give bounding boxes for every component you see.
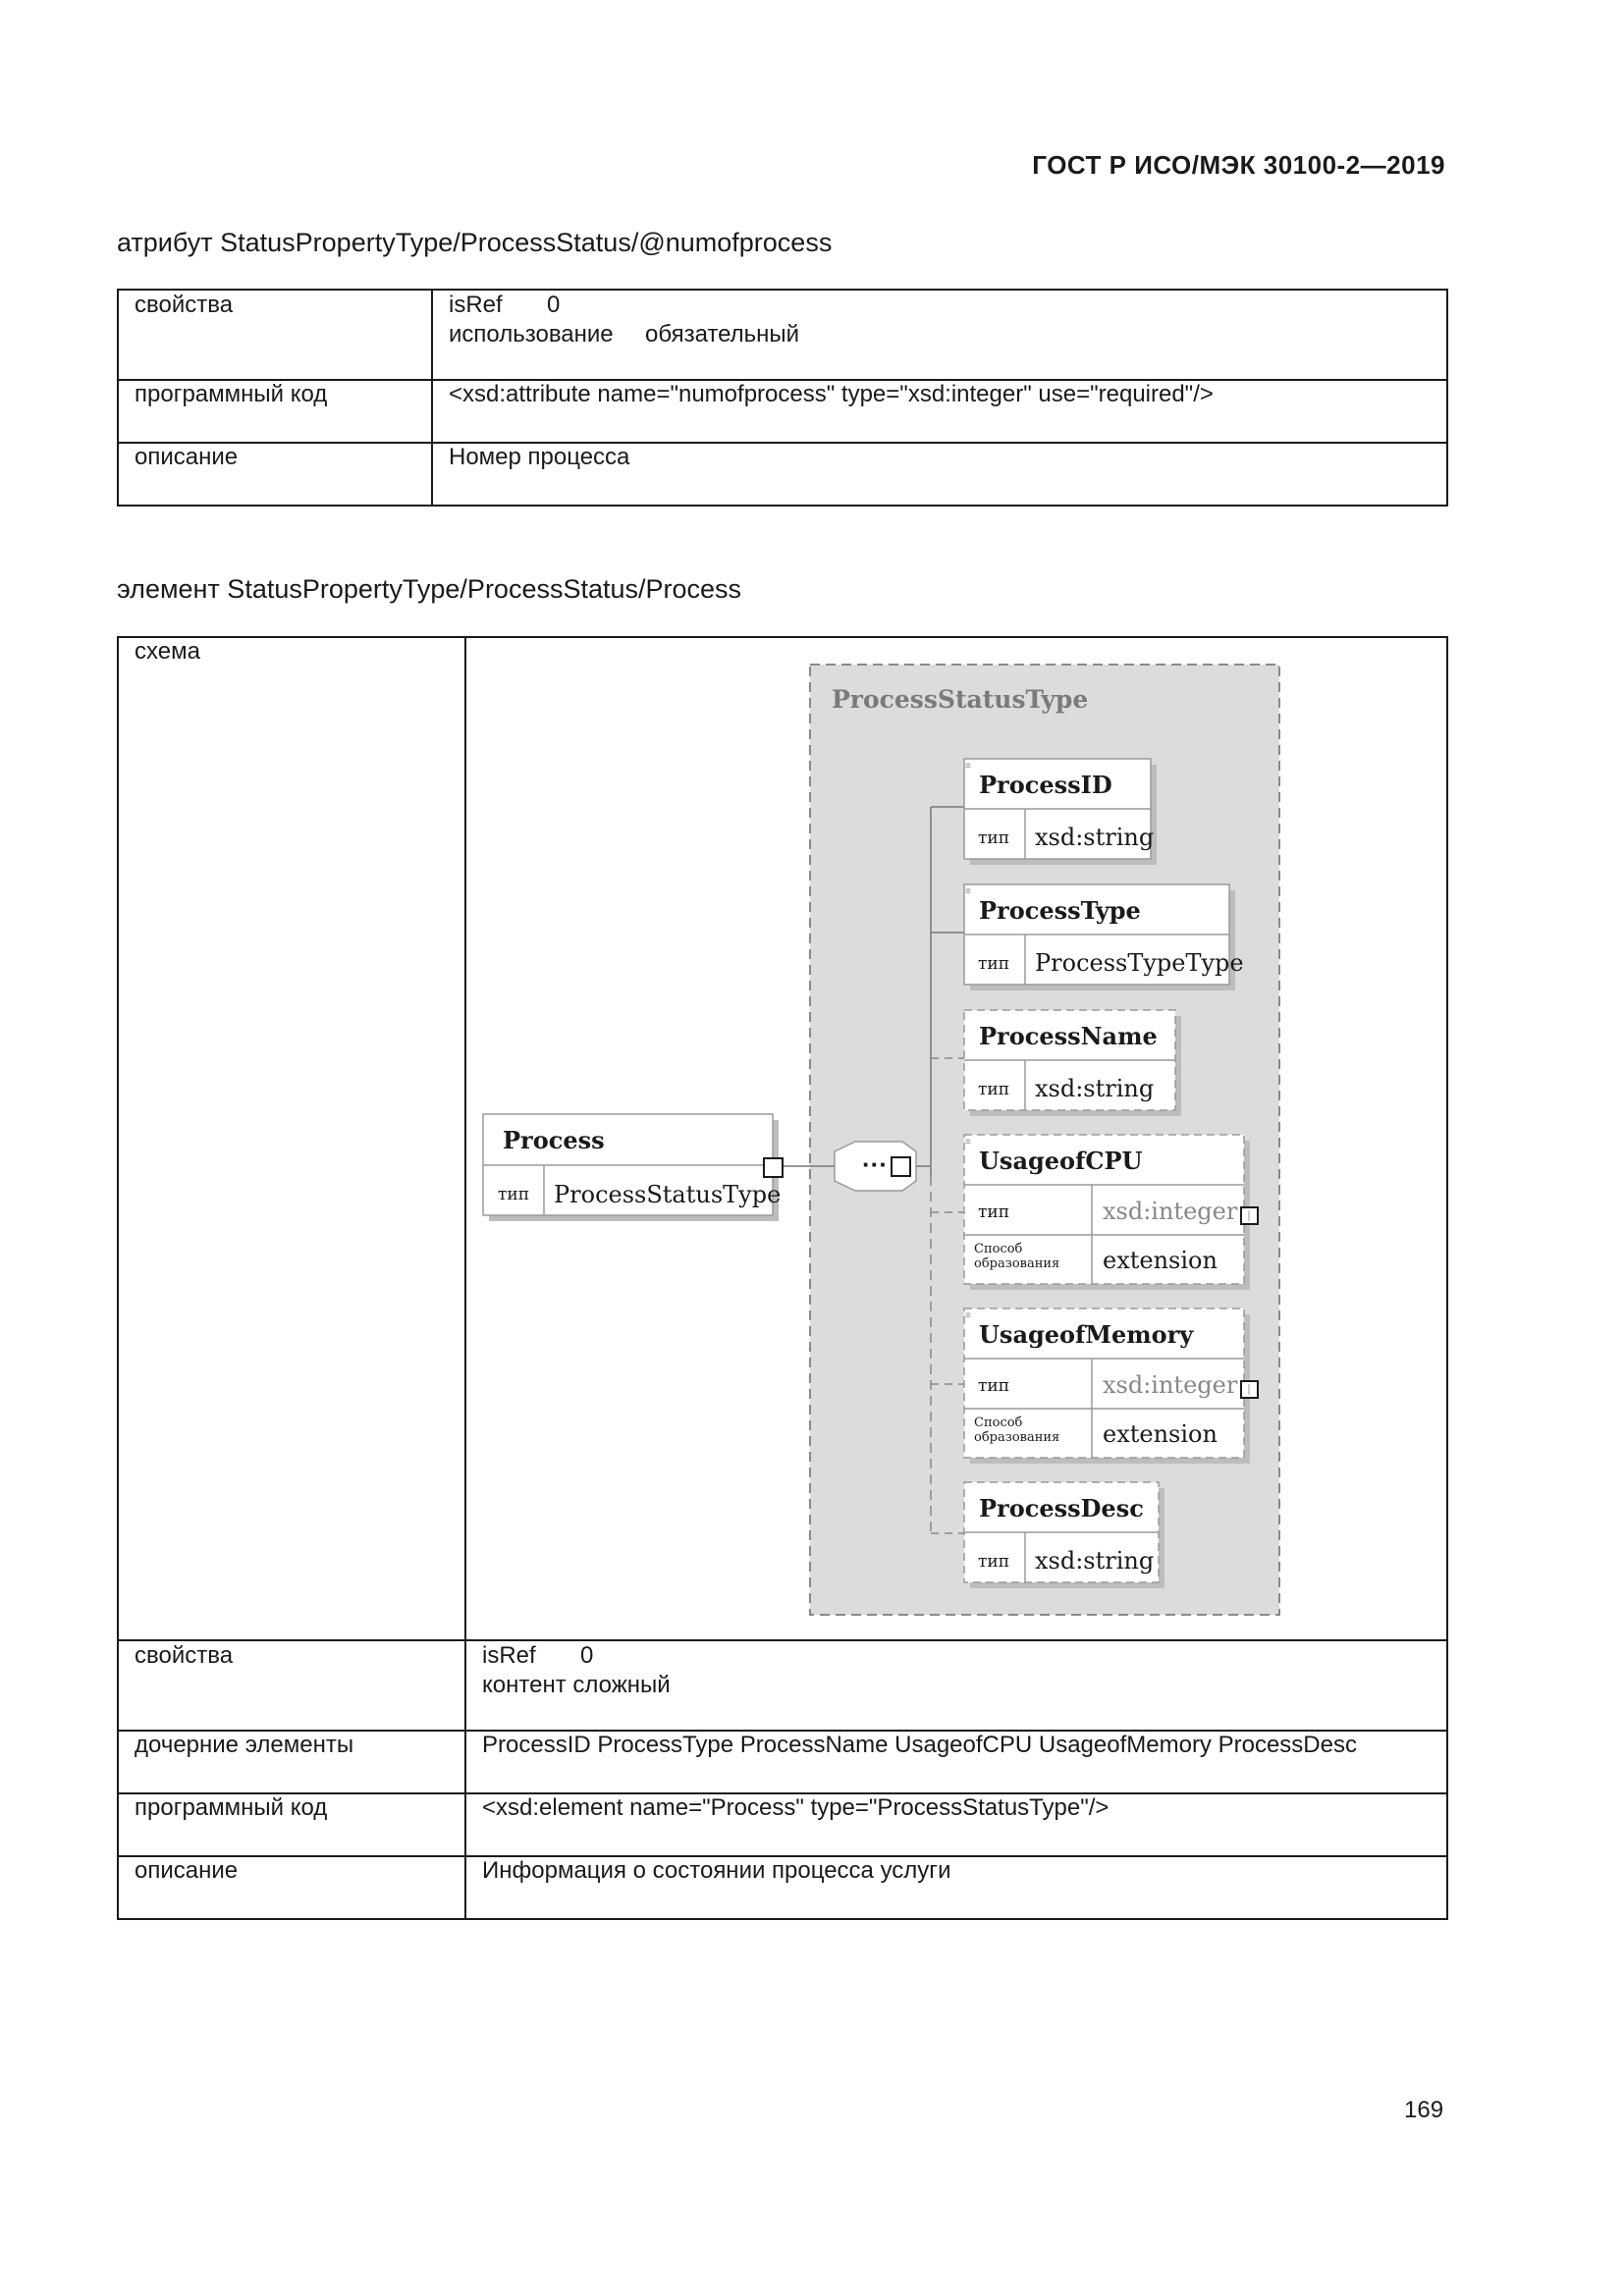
child-element-usageofcpu	[964, 1135, 1258, 1290]
children-value: ProcessID ProcessType ProcessName UsageofCPU UsageofMemory ProcessDesc	[465, 1731, 1447, 1793]
document-header: ГОСТ Р ИСО/МЭК 30100-2—2019	[1032, 150, 1445, 180]
derivation-value: extension	[1103, 1420, 1218, 1448]
element-name: ProcessName	[979, 1022, 1158, 1050]
description-key: описание	[118, 1856, 465, 1919]
content-value: сложный	[572, 1672, 671, 1698]
table-row	[118, 1793, 1447, 1856]
type-label: тип	[978, 1202, 1010, 1222]
isref-label: isRef	[482, 1642, 536, 1669]
description-value: Номер процесса	[432, 443, 1447, 506]
isref-label: isRef	[449, 292, 503, 318]
table-row	[118, 380, 1447, 443]
root-element-name: Process	[503, 1126, 605, 1154]
attribute-spec-table	[117, 289, 1448, 507]
usage-label: использование	[449, 321, 614, 347]
description-key: описание	[118, 443, 432, 506]
table-row	[118, 637, 1447, 1640]
description-value: Информация о состоянии процесса услуги	[465, 1856, 1447, 1919]
element-name: UsageofCPU	[979, 1147, 1143, 1175]
type-label: тип	[978, 954, 1010, 974]
attribute-section-title: атрибут StatusPropertyType/ProcessStatus/@numofprocess	[117, 228, 833, 257]
derivation-label: Способ образования	[974, 1415, 1060, 1445]
table-row	[118, 1731, 1447, 1793]
properties-value	[465, 1640, 1447, 1731]
svg-text:≡: ≡	[965, 1137, 971, 1148]
schema-cell	[465, 637, 1447, 1640]
type-label: тип	[978, 828, 1010, 848]
child-element-usageofmemory	[964, 1308, 1258, 1464]
table-row	[118, 443, 1447, 506]
element-spec-table	[117, 636, 1448, 1920]
root-type-label: тип	[498, 1185, 530, 1204]
code-value: <xsd:attribute name="numofprocess" type="xsd:integer" use="required"/>	[432, 380, 1447, 443]
element-name: ProcessDesc	[979, 1494, 1144, 1522]
child-element-processtype	[964, 884, 1244, 990]
properties-key: свойства	[118, 290, 432, 380]
collapse-toggle[interactable]	[764, 1158, 783, 1177]
isref-value: 0	[580, 1642, 594, 1669]
element-name: UsageofMemory	[979, 1320, 1194, 1349]
children-key: дочерние элементы	[118, 1731, 465, 1793]
schema-key: схема	[118, 637, 465, 1640]
child-element-processid	[964, 759, 1157, 865]
svg-text:≡: ≡	[965, 886, 971, 897]
type-value: ProcessTypeType	[1035, 949, 1244, 977]
type-value: xsd:integer	[1103, 1371, 1238, 1399]
sequence-symbol: ···	[862, 1149, 888, 1179]
schema-diagram	[466, 638, 1448, 1639]
derivation-value: extension	[1103, 1247, 1218, 1274]
code-key: программный код	[118, 380, 432, 443]
svg-text:≡: ≡	[965, 761, 971, 772]
properties-value	[432, 290, 1447, 380]
element-name: ProcessType	[979, 896, 1141, 925]
content-label: контент	[482, 1672, 567, 1698]
usage-value: обязательный	[645, 321, 800, 347]
type-value: xsd:string	[1035, 1075, 1155, 1102]
element-section-title: элемент StatusPropertyType/ProcessStatus/Process	[117, 574, 742, 604]
table-row	[118, 1856, 1447, 1919]
type-label: тип	[978, 1080, 1010, 1099]
table-row	[118, 1640, 1447, 1731]
type-label: тип	[978, 1552, 1010, 1572]
child-element-processname	[964, 1010, 1181, 1116]
type-value: xsd:string	[1035, 1547, 1155, 1575]
type-value: xsd:integer	[1103, 1198, 1238, 1225]
type-label: тип	[978, 1376, 1010, 1396]
root-element-process	[483, 1114, 781, 1221]
properties-key: свойства	[118, 1640, 465, 1731]
element-name: ProcessID	[979, 771, 1112, 799]
page-number: 169	[1404, 2097, 1444, 2123]
derivation-label: Способ образования	[974, 1242, 1060, 1271]
child-element-processdesc	[964, 1482, 1164, 1588]
type-value: xsd:string	[1035, 824, 1155, 851]
code-value: <xsd:element name="Process" type="ProcessStatusType"/>	[465, 1793, 1447, 1856]
group-title: ProcessStatusType	[832, 685, 1089, 714]
code-key: программный код	[118, 1793, 465, 1856]
root-type-value: ProcessStatusType	[554, 1181, 782, 1208]
table-row	[118, 290, 1447, 380]
isref-value: 0	[547, 292, 561, 318]
svg-text:≡: ≡	[965, 1310, 971, 1321]
collapse-toggle[interactable]	[892, 1157, 910, 1176]
